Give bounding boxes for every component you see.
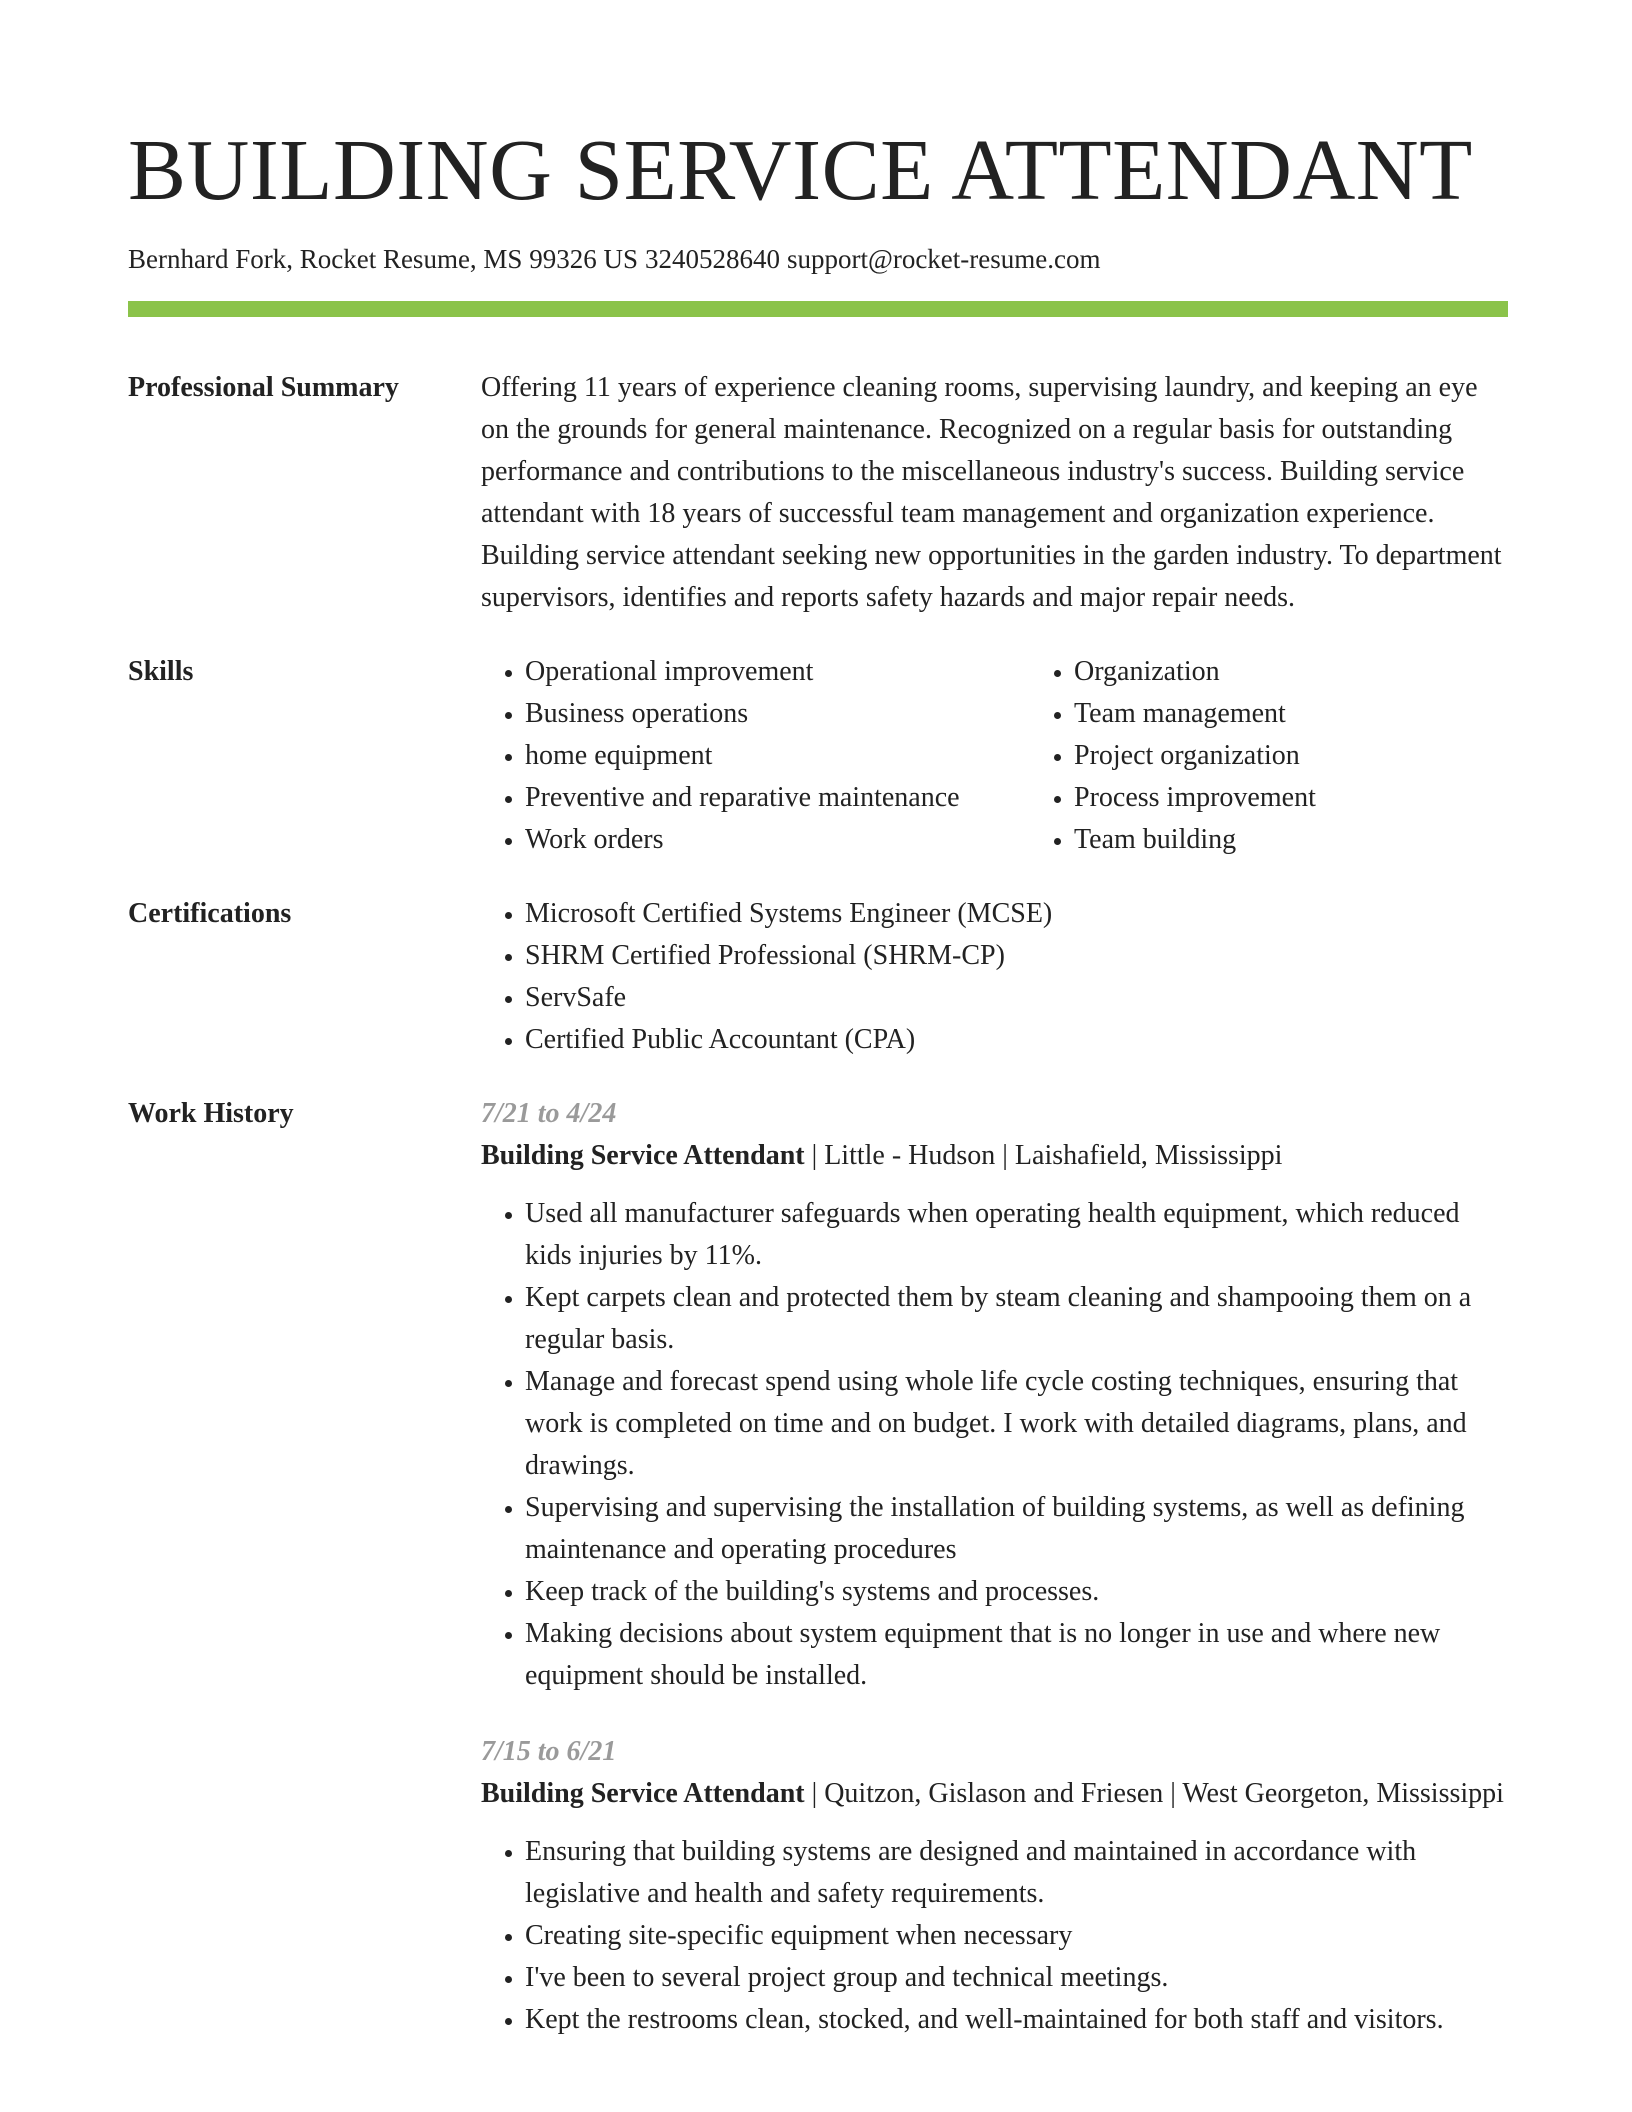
job-duties-list — [481, 1193, 1508, 1697]
work-history-section — [128, 1093, 1508, 2041]
job-duty: • Supervising and supervising the installation of building systems, as well as defining maintenance and operating procedures — [525, 1487, 1508, 1571]
resume-title: BUILDING SERVICE ATTENDANT — [128, 121, 1473, 218]
skills-heading: Skills — [128, 656, 194, 687]
job-dates: 7/15 to 6/21 — [481, 1736, 617, 1767]
skill-item: • Team management — [1074, 693, 1508, 735]
work-history-body — [481, 1093, 1508, 2041]
contact-email: support@rocket-resume.com — [786, 244, 1101, 274]
work-history-heading: Work History — [128, 1098, 294, 1129]
skill-item: • Operational improvement — [525, 651, 1030, 693]
job-header: Building Service Attendant | Little - Hudson | Laishafield, Mississippi — [481, 1140, 1283, 1171]
job-duty: • Kept carpets clean and protected them by steam cleaning and shampooing them on a regular basis. — [525, 1277, 1508, 1361]
job-header: Building Service Attendant | Quitzon, Gislason and Friesen | West Georgeton, Mississippi — [481, 1778, 1504, 1809]
skills-body — [481, 651, 1508, 861]
certifications-section — [128, 893, 1508, 1061]
certifications-heading: Certifications — [128, 898, 292, 929]
job-company: Quitzon, Gislason and Friesen — [824, 1778, 1164, 1809]
job-duty: • Kept the restrooms clean, stocked, and well-maintained for both staff and visitors. — [525, 1999, 1508, 2041]
job-title: Building Service Attendant — [481, 1778, 805, 1809]
summary-text: Offering 11 years of experience cleaning rooms, supervising laundry, and keeping an eye on the grounds for general maintenance. Recognized on a regular basis for outstanding performance and contributions to the miscellaneous industry's success. Building service attendant with 18 years of successful team management and organization experience. Building service attendant seeking new opportunities in the garden industry. To department supervisors, identifies and reports safety hazards and major repair needs. — [481, 372, 1502, 613]
job-duty: • Manage and forecast spend using whole life cycle costing techniques, ensuring that work is completed on time and on budget. I work with detailed diagrams, plans, and drawings. — [525, 1361, 1508, 1487]
certification-item: • ServSafe — [525, 977, 1508, 1019]
job-location: West Georgeton, Mississippi — [1182, 1778, 1504, 1809]
contact-line — [128, 242, 1508, 276]
certification-item: • Microsoft Certified Systems Engineer (MCSE) — [525, 893, 1508, 935]
certifications-list — [481, 893, 1508, 1061]
job-duty: • Ensuring that building systems are designed and maintained in accordance with legislative and health and safety requirements. — [525, 1831, 1508, 1915]
skills-column-2 — [1030, 651, 1508, 861]
resume-page — [128, 0, 1508, 2041]
job-duty: • Keep track of the building's systems and processes. — [525, 1571, 1508, 1613]
job-duty: • Creating site-specific equipment when necessary — [525, 1915, 1508, 1957]
job-dates: 7/21 to 4/24 — [481, 1098, 617, 1129]
skills-section — [128, 651, 1508, 861]
skill-item: • Preventive and reparative maintenance — [525, 777, 1030, 819]
skills-column-1 — [481, 651, 1030, 861]
certifications-body — [481, 893, 1508, 1061]
skill-item: • Organization — [1074, 651, 1508, 693]
job-entry — [481, 1731, 1508, 2041]
skill-item: • Business operations — [525, 693, 1030, 735]
job-duties-list — [481, 1831, 1508, 2041]
certification-item: • Certified Public Accountant (CPA) — [525, 1019, 1508, 1061]
accent-divider — [128, 301, 1508, 317]
summary-heading: Professional Summary — [128, 372, 399, 403]
job-entry — [481, 1093, 1508, 1697]
skill-item: • Process improvement — [1074, 777, 1508, 819]
contact-phone: 3240528640 — [644, 244, 780, 274]
job-title: Building Service Attendant — [481, 1140, 805, 1171]
skill-item: • Team building — [1074, 819, 1508, 861]
summary-body — [481, 367, 1508, 619]
summary-section — [128, 367, 1508, 619]
job-location: Laishafield, Mississippi — [1014, 1140, 1283, 1171]
skill-item: • home equipment — [525, 735, 1030, 777]
job-company: Little - Hudson — [824, 1140, 996, 1171]
job-duty: • I've been to several project group and technical meetings. — [525, 1957, 1508, 1999]
job-duty: • Making decisions about system equipment that is no longer in use and where new equipment should be installed. — [525, 1613, 1508, 1697]
job-duty: • Used all manufacturer safeguards when operating health equipment, which reduced kids injuries by 11%. — [525, 1193, 1508, 1277]
certification-item: • SHRM Certified Professional (SHRM-CP) — [525, 935, 1508, 977]
contact-address: Bernhard Fork, Rocket Resume, MS 99326 US — [128, 244, 638, 274]
skill-item: • Project organization — [1074, 735, 1508, 777]
skill-item: • Work orders — [525, 819, 1030, 861]
